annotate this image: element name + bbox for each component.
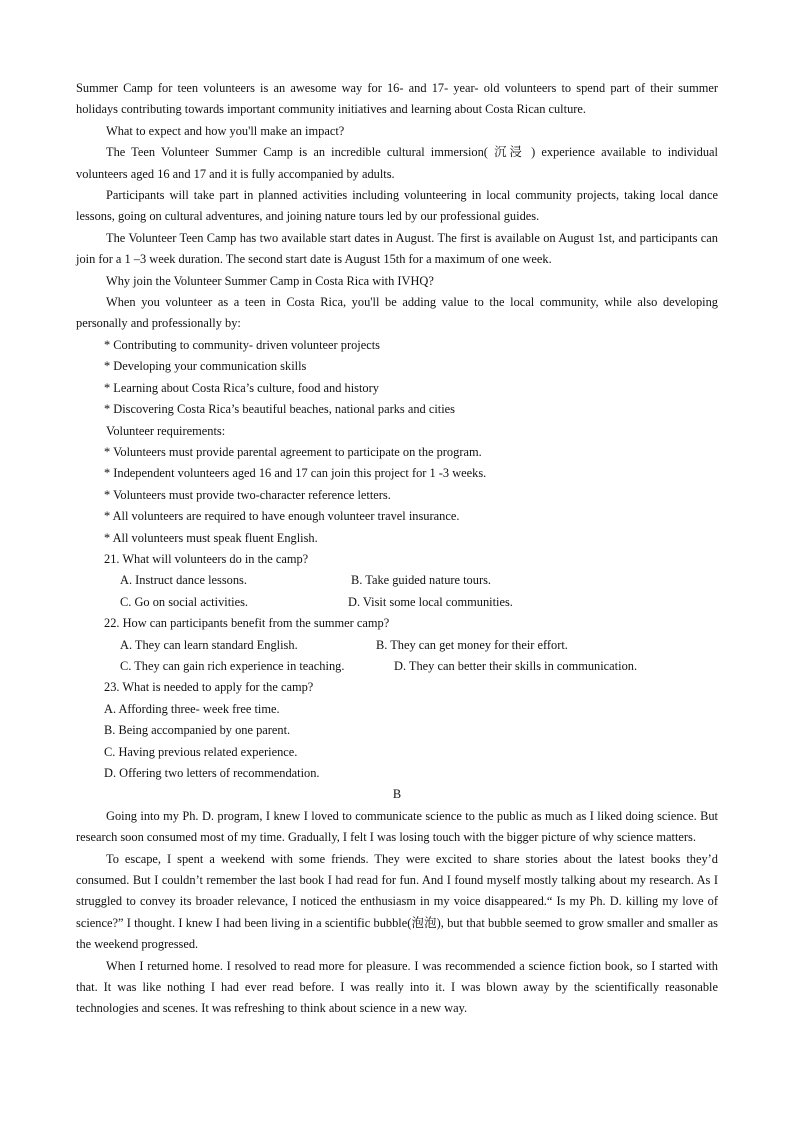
question-23-stem: 23. What is needed to apply for the camp? — [104, 680, 314, 695]
question-22-options-row-2 — [76, 656, 718, 677]
question-21-stem: 21. What will volunteers do in the camp? — [104, 551, 309, 566]
passage-b-paragraph-3: When I returned home. I resolved to read more for pleasure. I was recommended a science fiction book, so I started with that. It was like nothing I had ever read before. I was really into it. I was blown away by the scientifically reasonable technologies and scenes. It was refreshing to think about science in a new way. — [76, 958, 718, 1016]
option-d: D. They can better their skills in communication. — [394, 658, 638, 673]
requirement-item: * Volunteers must provide two-character reference letters. — [104, 487, 391, 502]
option-a: A. Affording three- week free time. — [104, 701, 280, 716]
option-b: B. They can get money for their effort. — [376, 637, 568, 652]
benefit-item: * Learning about Costa Rica’s culture, food and history — [104, 380, 379, 395]
option-c: C. Go on social activities. — [120, 594, 249, 609]
passage-a-paragraph-3: The Teen Volunteer Summer Camp is an incredible cultural immersion( 沉浸 ) experience available to individual volunteers aged 16 and 17 and it is fully accompanied by adults. — [76, 145, 718, 181]
passage-a-paragraph-1: Summer Camp for teen volunteers is an awesome way for 16- and 17- year- old volunteers to spend part of their summer holidays contributing towards important community initiatives and learning about Costa Rican culture. — [76, 81, 718, 117]
requirement-item: * All volunteers must speak fluent English. — [104, 530, 318, 545]
question-21-options-row-1 — [76, 570, 718, 591]
option-b: B. Take guided nature tours. — [351, 573, 491, 588]
option-a: A. They can learn standard English. — [120, 637, 298, 652]
benefit-item: * Contributing to community- driven volunteer projects — [104, 337, 380, 352]
requirements-heading: Volunteer requirements: — [106, 423, 226, 438]
passage-b-paragraph-2: To escape, I spent a weekend with some friends. They were excited to share stories about the latest books they’d consumed. But I couldn’t remember the last book I had read for fun. And I found myself mostly talking about my research. As I struggled to convey its broader relevance, I noticed the enthusiasm in my voice disappeared.“ Is my Ph. D. killing my love of science?” I thought. I knew I had been living in a scientific bubble(泡泡), but that bubble seemed to grow smaller and smaller as the weekend progressed. — [76, 851, 718, 952]
document-content — [76, 78, 718, 1020]
passage-a-paragraph-5: The Volunteer Teen Camp has two available start dates in August. The first is available on August 1st, and participants can join for a 1 –3 week duration. The second start date is August 15th for a maximum of one week. — [76, 230, 718, 267]
passage-a-paragraph-7: When you volunteer as a teen in Costa Rica, you'll be adding value to the local community, while also developing personally and professionally by: — [76, 295, 718, 331]
option-a: A. Instruct dance lessons. — [120, 573, 247, 588]
passage-a-question-heading: What to expect and how you'll make an impact? — [106, 123, 345, 138]
benefit-item: * Discovering Costa Rica’s beautiful beaches, national parks and cities — [104, 402, 455, 417]
option-b: B. Being accompanied by one parent. — [104, 723, 291, 738]
passage-a-why-heading: Why join the Volunteer Summer Camp in Costa Rica with IVHQ? — [106, 273, 434, 288]
option-c: C. Having previous related experience. — [104, 744, 298, 759]
question-21-options-row-2 — [76, 592, 718, 613]
passage-b-paragraph-1: Going into my Ph. D. program, I knew I loved to communicate science to the public as much as I liked doing science. But research soon consumed most of my time. Gradually, I felt I was losing touch with the bigger picture of why science matters. — [76, 808, 718, 845]
requirement-item: * All volunteers are required to have enough volunteer travel insurance. — [104, 509, 460, 524]
requirement-item: * Independent volunteers aged 16 and 17 can join this project for 1 -3 weeks. — [104, 466, 487, 481]
question-22-stem: 22. How can participants benefit from the summer camp? — [104, 616, 390, 631]
option-d: D. Offering two letters of recommendation. — [104, 766, 320, 780]
question-22-options-row-1 — [76, 635, 718, 656]
passage-a-paragraph-4: Participants will take part in planned activities including volunteering in local community projects, taking local dance lessons, going on cultural adventures, and joining nature tours led by our professional guides. — [76, 188, 718, 224]
passage-b-label: B — [392, 787, 402, 802]
benefit-item: * Developing your communication skills — [104, 359, 307, 374]
option-c: C. They can gain rich experience in teaching. — [120, 658, 345, 673]
option-d: D. Visit some local communities. — [348, 594, 513, 609]
requirement-item: * Volunteers must provide parental agreement to participate on the program. — [104, 444, 482, 459]
